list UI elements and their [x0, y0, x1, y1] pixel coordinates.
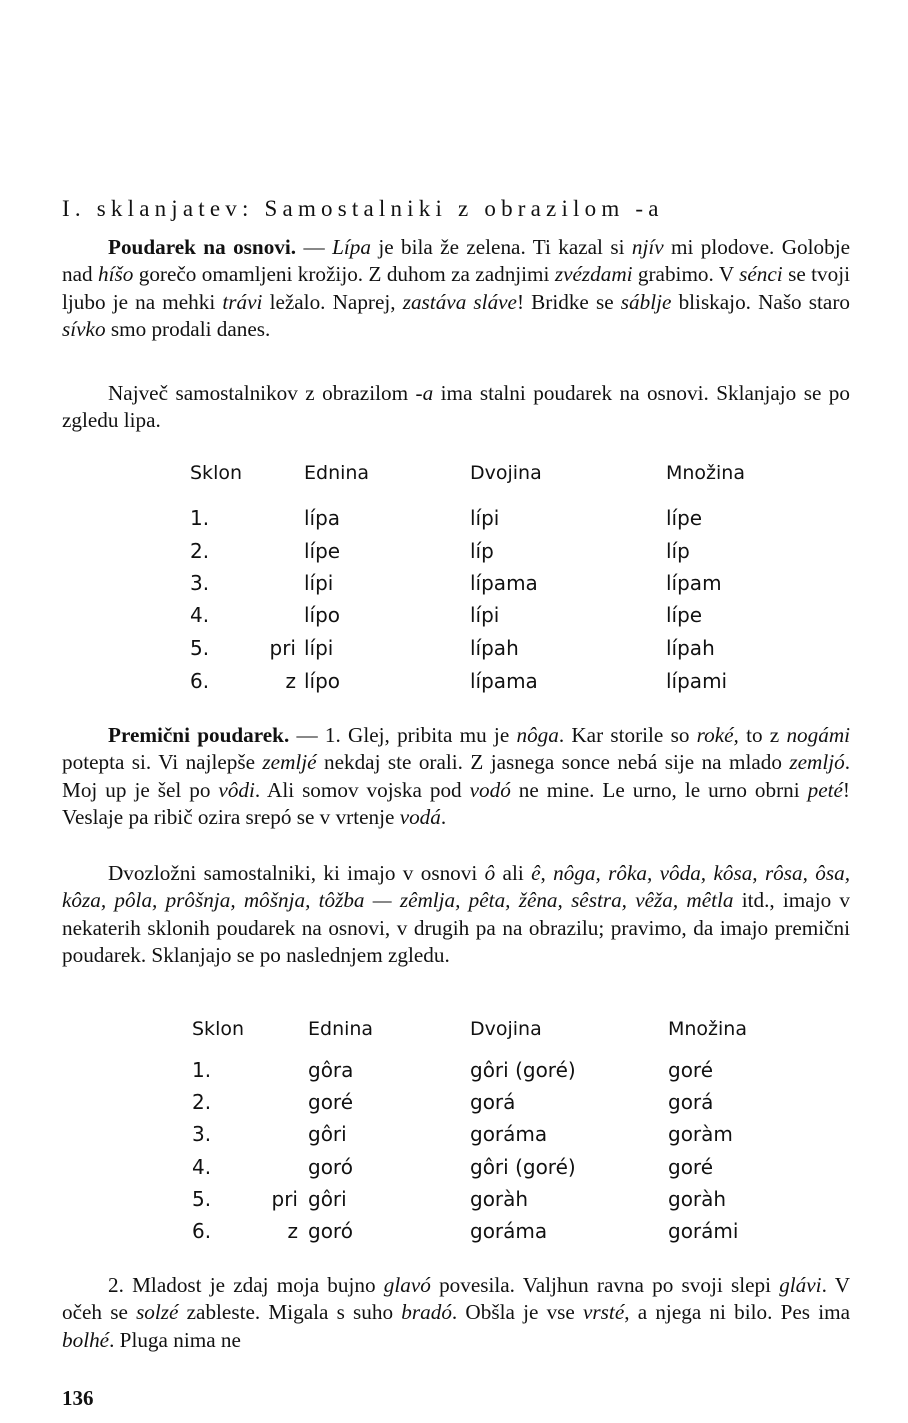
column-header: Sklon [190, 462, 243, 484]
table-row [0, 571, 908, 601]
plural-cell: lípah [666, 636, 715, 660]
plural-cell: goré [668, 1155, 714, 1179]
singular-cell: lípi [304, 571, 334, 595]
table-row [0, 539, 908, 569]
plural-cell: líp [666, 539, 690, 563]
preposition-cell: pri [271, 1187, 298, 1211]
singular-cell: lípa [304, 506, 341, 530]
column-header: Sklon [192, 1018, 245, 1040]
singular-cell: goró [308, 1219, 353, 1243]
singular-cell: goró [308, 1155, 353, 1179]
table-row [0, 1090, 908, 1120]
case-cell: 6. [190, 669, 210, 693]
plural-cell: lípam [666, 571, 722, 595]
table-row [0, 669, 908, 699]
dual-cell: gôri (goré) [470, 1058, 576, 1082]
column-header: Ednina [308, 1018, 374, 1040]
column-header: Ednina [304, 462, 370, 484]
case-cell: 2. [190, 539, 210, 563]
plural-cell: goràh [668, 1187, 727, 1211]
case-cell: 1. [190, 506, 210, 530]
lead-bold: Poudarek na osnovi. [108, 235, 297, 259]
singular-cell: lípo [304, 669, 341, 693]
table-header-row [0, 1018, 908, 1048]
dual-cell: lípama [470, 571, 538, 595]
case-cell: 6. [192, 1219, 212, 1243]
plural-cell: lípami [666, 669, 728, 693]
plural-cell: lípe [666, 506, 703, 530]
preposition-cell: z [285, 669, 296, 693]
dual-cell: gôri (goré) [470, 1155, 576, 1179]
dual-cell: goràh [470, 1187, 529, 1211]
dual-cell: lípama [470, 669, 538, 693]
case-cell: 1. [192, 1058, 212, 1082]
dual-cell: lípah [470, 636, 519, 660]
case-cell: 3. [190, 571, 210, 595]
column-header: Množina [668, 1018, 747, 1040]
case-cell: 5. [190, 636, 210, 660]
lead-bold: Premični poudarek. [108, 723, 290, 747]
paragraph-text: — Lípa je bila že zelena. Ti kazal si njív mi plodove. Golobje nad híšo gorečo omamljeni krožijo. Z duhom za zadnjimi zvézdami grabimo. V sénci se tvoji ljubo je na mehki trávi ležalo. Naprej, zastáva sláve! Bridke se sáblje bliskajo. Našo staro sívko smo prodali danes. [62, 235, 851, 342]
paragraph-examples-2: 2. Mladost je zdaj moja bujno glavó povesila. Valjhun ravna po svoji slepi glávi. V očeh se solzé zableste. Migala s suho bradó. Obšla je vse vrsté, a njega ni bilo. Pes ima bolhé. Pluga nima ne [62, 1273, 850, 1352]
case-cell: 4. [190, 603, 210, 627]
case-cell: 5. [192, 1187, 212, 1211]
column-header: Množina [666, 462, 745, 484]
section-heading: I. sklanjatev: Samostalniki z obrazilom -a [62, 196, 664, 221]
paragraph-disyllabic-nouns: Dvozložni samostalniki, ki imajo v osnovi ô ali ê, nôga, rôka, vôda, kôsa, rôsa, ôsa, kôza, pôla, prôšnja, môšnja, tôžba — zêmlja, pêta, žêna, sêstra, vêža, mêtla itd., imajo v nekaterih sklonih poudarek na osnovi, v drugih pa na obrazilu; pravimo, da imajo premični poudarek. Sklanjajo se po naslednjem zgledu. [62, 861, 850, 968]
singular-cell: lípo [304, 603, 341, 627]
paragraph-text: — 1. Glej, pribita mu je nôga. Kar storile so roké, to z nogámi potepta si. Vi najlepše zemljé nekdaj ste orali. Z jasnega sonce nebá sije na mlado zemljó. Moj up je šel po vôdi. Ali somov vojska pod vodó ne mine. Le urno, le urno obrni peté! Veslaje pa ribič ozira srepó se v vrtenje vodá. [62, 723, 850, 830]
preposition-cell: pri [269, 636, 296, 660]
table-row [0, 1187, 908, 1217]
singular-cell: gôra [308, 1058, 354, 1082]
column-header: Dvojina [470, 462, 542, 484]
table-row [0, 1219, 908, 1249]
plural-cell: gorámi [668, 1219, 739, 1243]
paragraph-explanation: Največ samostalnikov z obrazilom -a ima stalni poudarek na osnovi. Sklanjajo se po zgledu lipa. [62, 381, 850, 433]
dual-cell: lípi [470, 603, 500, 627]
column-header: Dvojina [470, 1018, 542, 1040]
paragraph-stress-on-stem [62, 234, 850, 344]
singular-cell: goré [308, 1090, 354, 1114]
table-row [0, 603, 908, 633]
plural-cell: gorá [668, 1090, 714, 1114]
table-row [0, 506, 908, 536]
dual-cell: líp [470, 539, 494, 563]
paragraph-mobile-stress [62, 722, 850, 832]
preposition-cell: z [287, 1219, 298, 1243]
plural-cell: lípe [666, 603, 703, 627]
table-header-row [0, 462, 908, 492]
singular-cell: lípi [304, 636, 334, 660]
case-cell: 2. [192, 1090, 212, 1114]
plural-cell: goràm [668, 1122, 733, 1146]
singular-cell: gôri [308, 1122, 347, 1146]
case-cell: 4. [192, 1155, 212, 1179]
page-number: 136 [62, 1386, 94, 1410]
singular-cell: gôri [308, 1187, 347, 1211]
table-row [0, 636, 908, 666]
dual-cell: gorá [470, 1090, 516, 1114]
dual-cell: lípi [470, 506, 500, 530]
dual-cell: goráma [470, 1219, 548, 1243]
plural-cell: goré [668, 1058, 714, 1082]
table-row [0, 1155, 908, 1185]
dual-cell: goráma [470, 1122, 548, 1146]
singular-cell: lípe [304, 539, 341, 563]
case-cell: 3. [192, 1122, 212, 1146]
table-row [0, 1122, 908, 1152]
table-row [0, 1058, 908, 1088]
